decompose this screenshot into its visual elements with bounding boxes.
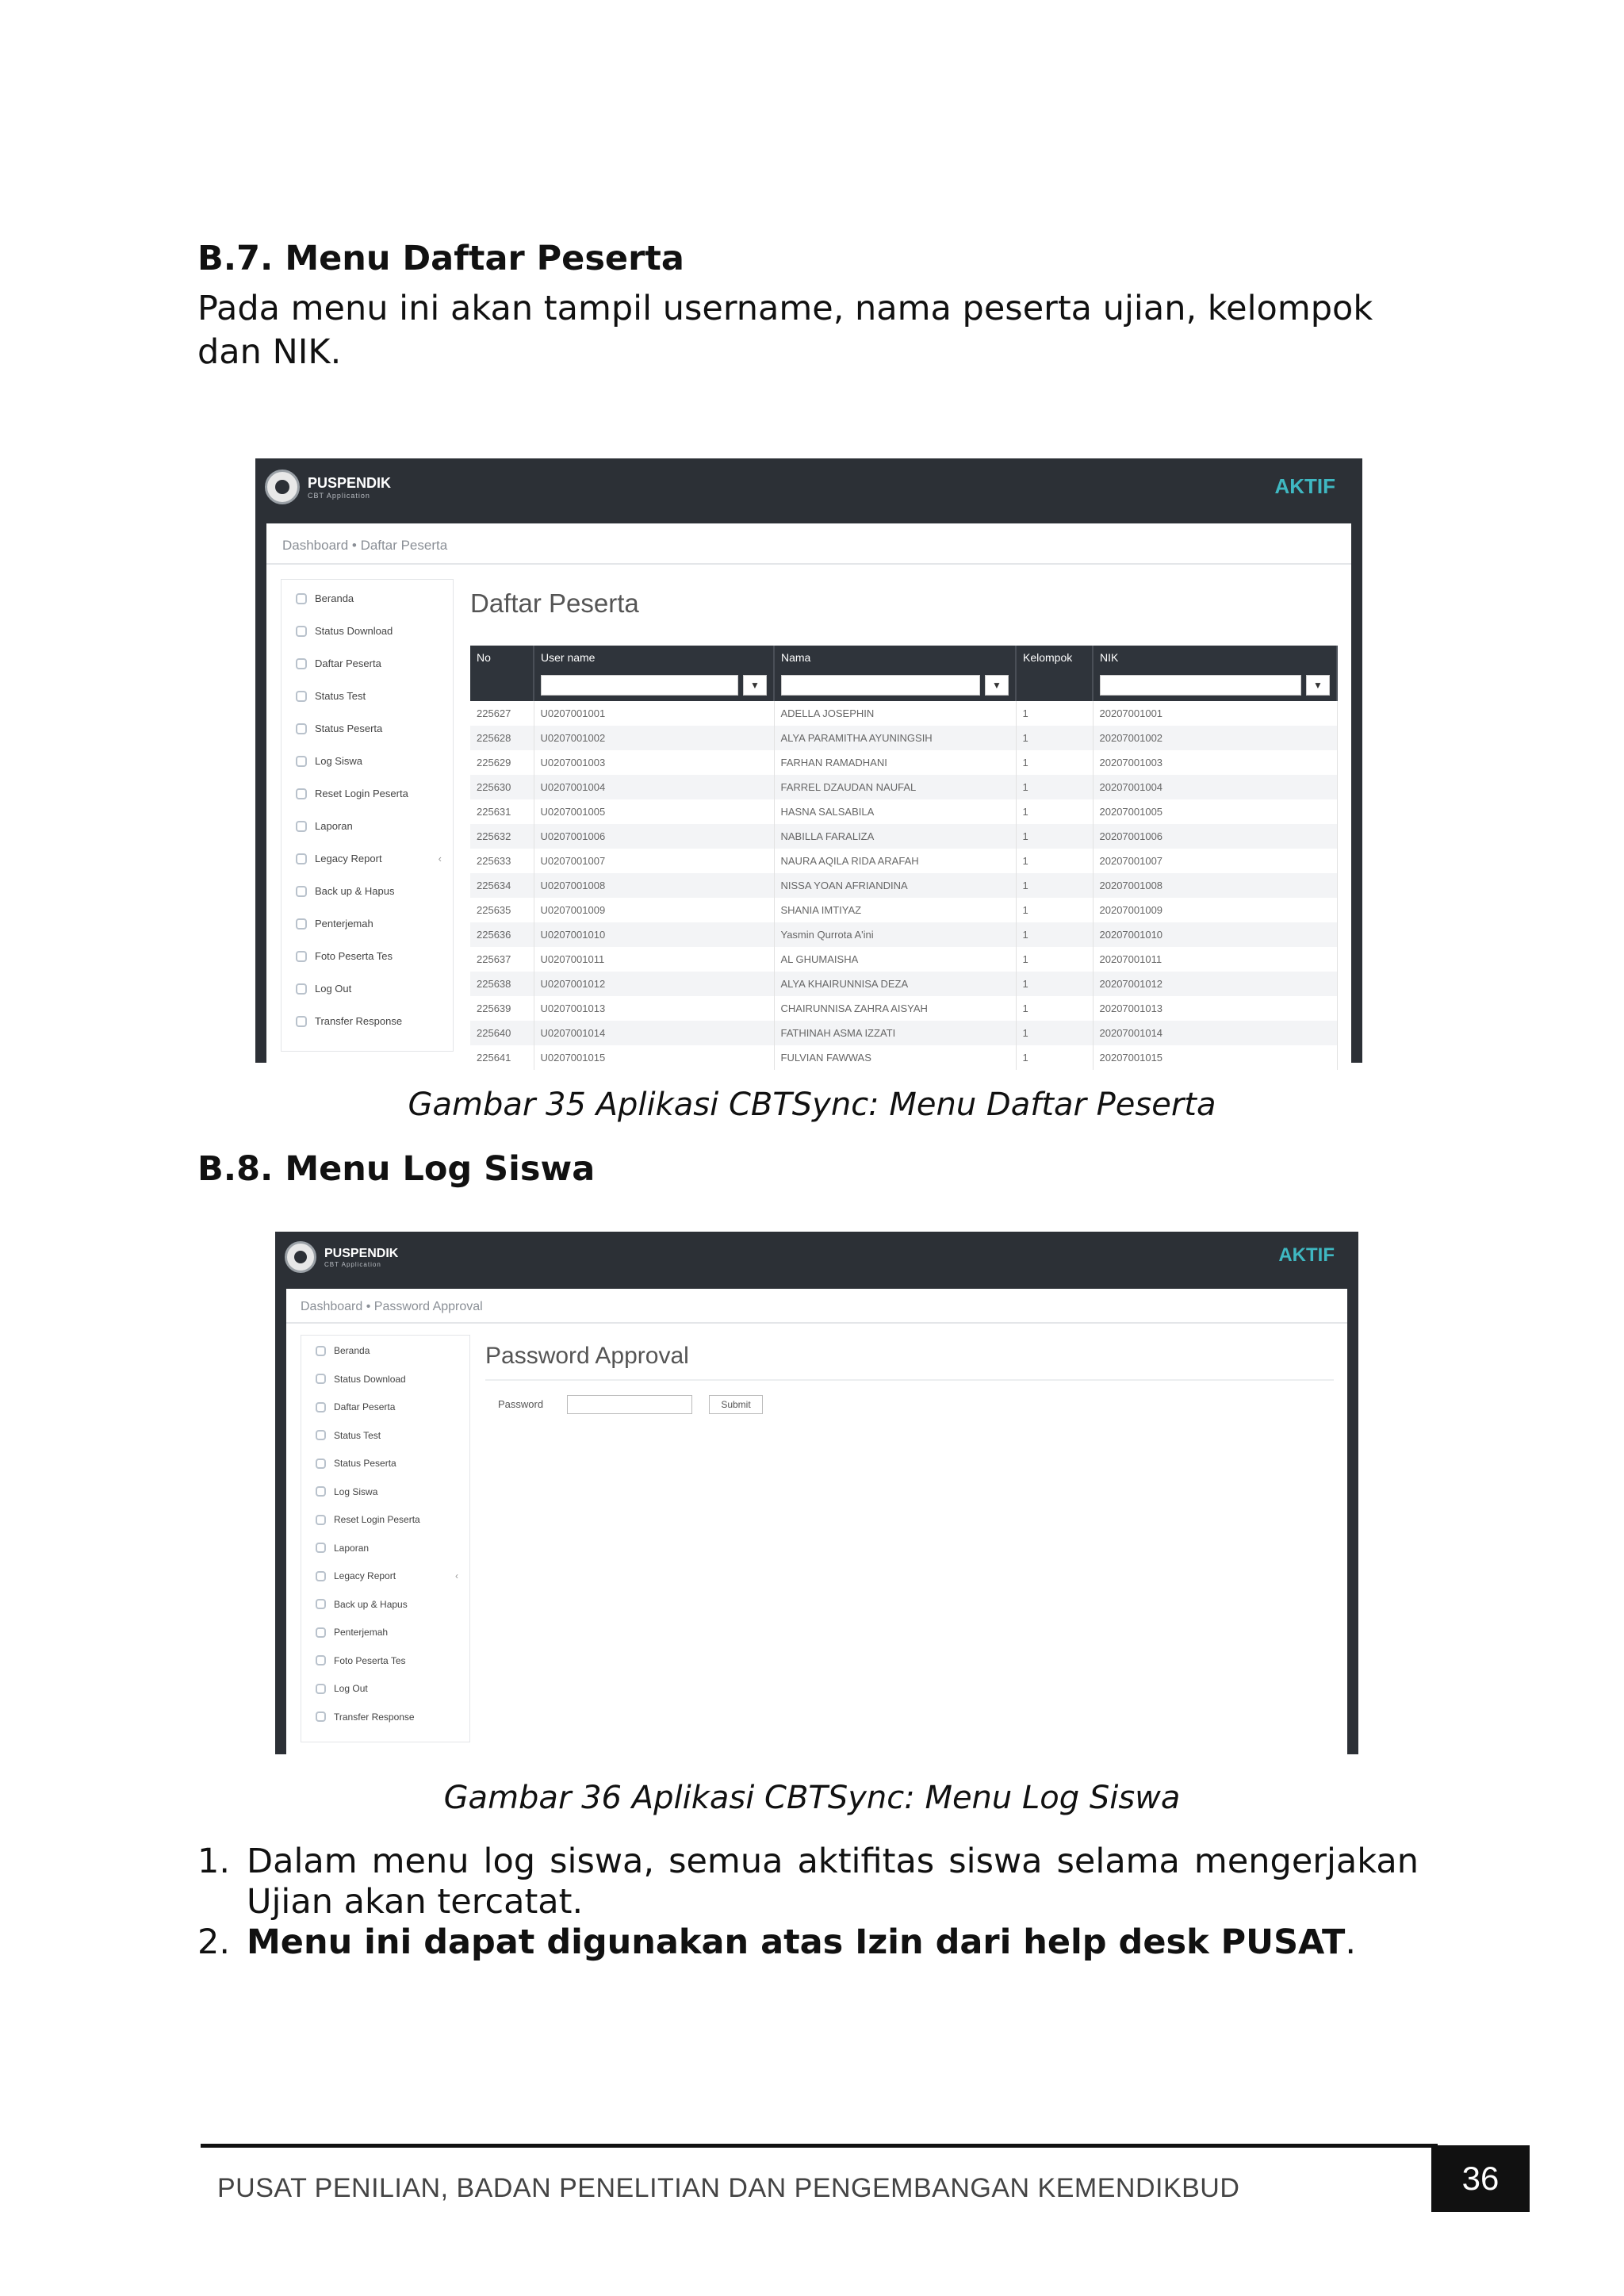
cell-no: 225627: [470, 701, 534, 726]
cell-no: 225630: [470, 775, 534, 799]
sidebar-item-label: Penterjemah: [334, 1627, 389, 1638]
chevron-left-icon: ‹: [455, 1570, 458, 1581]
table-row[interactable]: [470, 972, 1337, 996]
logo-title: PUSPENDIK: [308, 474, 392, 491]
cell-username: U0207001011: [534, 947, 774, 972]
sidebar-item-label: Transfer Response: [315, 1015, 403, 1027]
numbered-list: [197, 1842, 1419, 1963]
breadcrumb[interactable]: Dashboard • Password Approval: [301, 1300, 483, 1313]
sidebar-item-status-download[interactable]: [301, 1374, 469, 1385]
participant-table: [470, 646, 1338, 1070]
app-header: [275, 1232, 1358, 1289]
sidebar-item-back-up-hapus[interactable]: [301, 1599, 469, 1610]
table-row[interactable]: [470, 1045, 1337, 1070]
cell-username: U0207001001: [534, 701, 774, 726]
list-text-tail: .: [1345, 1922, 1356, 1962]
refresh-icon: [316, 1515, 326, 1525]
figure-caption-35: Gambar 35 Aplikasi CBTSync: Menu Daftar Peserta: [408, 1087, 1216, 1123]
cloud-icon: [296, 626, 307, 637]
sidebar-item-status-test[interactable]: [301, 1430, 469, 1441]
app-header: [255, 458, 1362, 523]
cell-no: 225640: [470, 1021, 534, 1045]
cell-nik: 20207001008: [1093, 873, 1337, 898]
cell-nik: 20207001007: [1093, 849, 1337, 873]
list-item: [197, 1922, 1419, 1963]
gear-icon: [296, 886, 307, 897]
sidebar-item-label: Log Siswa: [334, 1485, 378, 1497]
gear-icon: [316, 1599, 326, 1609]
chat-icon: [316, 1627, 326, 1638]
logo-title: PUSPENDIK: [324, 1246, 399, 1260]
cell-kelompok: 1: [1016, 726, 1093, 750]
sidebar-item-label: Status Test: [315, 690, 366, 702]
cell-nama: NAURA AQILA RIDA ARAFAH: [774, 849, 1016, 873]
cell-nama: FARREL DZAUDAN NAUFAL: [774, 775, 1016, 799]
sidebar-item-label: Status Download: [334, 1373, 406, 1385]
logo-subtitle: CBT Application: [324, 1260, 381, 1268]
cell-username: U0207001013: [534, 996, 774, 1021]
table-row[interactable]: [470, 898, 1337, 922]
table-row[interactable]: [470, 1021, 1337, 1045]
sidebar-item-label: Transfer Response: [334, 1711, 415, 1723]
cell-no: 225641: [470, 1045, 534, 1070]
sidebar-item-status-test[interactable]: [282, 690, 453, 702]
sidebar-item-beranda[interactable]: [282, 592, 453, 604]
cell-nama: NISSA YOAN AFRIANDINA: [774, 873, 1016, 898]
chart-icon: [316, 1543, 326, 1553]
section-title-b7: B.7. Menu Daftar Peserta: [197, 239, 684, 278]
filter-icon[interactable]: ▼: [1306, 675, 1330, 696]
cell-username: U0207001003: [534, 750, 774, 775]
cell-nik: 20207001002: [1093, 726, 1337, 750]
rss-icon: [296, 1016, 307, 1027]
gear-icon: [296, 951, 307, 962]
cell-nama: SHANIA IMTIYAZ: [774, 898, 1016, 922]
cell-no: 225639: [470, 996, 534, 1021]
table-row[interactable]: [470, 922, 1337, 947]
refresh-icon: [296, 788, 307, 799]
table-row[interactable]: [470, 726, 1337, 750]
cell-no: 225636: [470, 922, 534, 947]
sidebar-item-label: Foto Peserta Tes: [334, 1654, 406, 1666]
sidebar-item-daftar-peserta[interactable]: [301, 1401, 469, 1412]
sidebar-item-log-siswa[interactable]: [282, 755, 453, 767]
sidebar-item-status-peserta[interactable]: [301, 1458, 469, 1469]
col-header-nik[interactable]: NIK: [1093, 646, 1337, 669]
sidebar-item-penterjemah[interactable]: [282, 918, 453, 930]
list-text: [247, 1922, 1419, 1963]
filter-icon[interactable]: ▼: [743, 675, 767, 696]
sidebar-item-reset-login-peserta[interactable]: [282, 788, 453, 799]
cell-nama: ALYA KHAIRUNNISA DEZA: [774, 972, 1016, 996]
table-row[interactable]: [470, 824, 1337, 849]
sidebar-item-label: Status Peserta: [334, 1458, 396, 1469]
puspendik-logo: [285, 1241, 398, 1273]
sidebar-item-legacy-report[interactable]: [282, 853, 453, 864]
table-row[interactable]: [470, 799, 1337, 824]
sidebar-item-label: Legacy Report: [315, 853, 382, 864]
cell-no: 225629: [470, 750, 534, 775]
table-row[interactable]: [470, 775, 1337, 799]
chevron-left-icon: ‹: [438, 853, 442, 864]
table-row[interactable]: [470, 701, 1337, 726]
password-label: Password: [498, 1398, 544, 1410]
sidebar-item-legacy-report[interactable]: [301, 1570, 469, 1581]
page-number: 36: [1431, 2145, 1530, 2212]
footer-rule: [201, 2144, 1438, 2148]
table-row[interactable]: [470, 947, 1337, 972]
sidebar-item-transfer-response[interactable]: [301, 1711, 469, 1723]
table-row[interactable]: [470, 996, 1337, 1021]
cell-nik: 20207001012: [1093, 972, 1337, 996]
table-row[interactable]: [470, 849, 1337, 873]
list-text-bold: Menu ini dapat digunakan atas Izin dari help desk PUSAT: [247, 1922, 1346, 1962]
filter-icon[interactable]: ▼: [985, 675, 1009, 696]
book-icon: [316, 1486, 326, 1497]
cell-nik: 20207001014: [1093, 1021, 1337, 1045]
sidebar-item-status-download[interactable]: [282, 625, 453, 637]
cell-kelompok: 1: [1016, 972, 1093, 996]
sidebar-item-label: Legacy Report: [334, 1570, 396, 1581]
status-aktif: AKTIF: [1274, 474, 1335, 498]
cell-no: 225637: [470, 947, 534, 972]
cell-username: U0207001006: [534, 824, 774, 849]
section-title-b8: B.8. Menu Log Siswa: [197, 1149, 596, 1189]
sidebar-item-label: Back up & Hapus: [315, 885, 395, 897]
sidebar-item-log-out[interactable]: [301, 1683, 469, 1694]
breadcrumb[interactable]: Dashboard • Daftar Peserta: [282, 538, 448, 553]
sidebar: [301, 1335, 470, 1742]
cell-no: 225633: [470, 849, 534, 873]
cell-nik: 20207001005: [1093, 799, 1337, 824]
list-item: [197, 1842, 1419, 1922]
cell-kelompok: 1: [1016, 824, 1093, 849]
cell-nama: AL GHUMAISHA: [774, 947, 1016, 972]
figure-caption-36: Gambar 36 Aplikasi CBTSync: Menu Log Siswa: [443, 1780, 1181, 1816]
cell-username: U0207001010: [534, 922, 774, 947]
cell-nik: 20207001001: [1093, 701, 1337, 726]
edit-icon: [316, 1430, 326, 1440]
sidebar-item-label: Log Out: [334, 1683, 368, 1694]
sidebar-item-label: Beranda: [315, 592, 354, 604]
sidebar-item-log-siswa[interactable]: [301, 1486, 469, 1497]
edit-icon: [296, 853, 307, 864]
screenshot-password-approval: [275, 1232, 1358, 1754]
sidebar-item-label: Foto Peserta Tes: [315, 950, 393, 962]
book-icon: [296, 756, 307, 767]
sidebar-item-foto-peserta-tes[interactable]: [301, 1655, 469, 1666]
edit-icon: [316, 1571, 326, 1581]
cell-no: 225632: [470, 824, 534, 849]
sidebar-item-laporan[interactable]: [301, 1543, 469, 1554]
sidebar-item-foto-peserta-tes[interactable]: [282, 950, 453, 962]
cell-username: U0207001004: [534, 775, 774, 799]
rss-icon: [316, 1711, 326, 1722]
page-title: Daftar Peserta: [470, 588, 639, 618]
cell-nama: ALYA PARAMITHA AYUNINGSIH: [774, 726, 1016, 750]
cell-nama: HASNA SALSABILA: [774, 799, 1016, 824]
cell-no: 225638: [470, 972, 534, 996]
nik-filter-input[interactable]: [1100, 675, 1301, 696]
cell-username: U0207001007: [534, 849, 774, 873]
sidebar-item-label: Log Siswa: [315, 755, 362, 767]
table-row[interactable]: [470, 873, 1337, 898]
cell-username: U0207001014: [534, 1021, 774, 1045]
cloud-icon: [316, 1374, 326, 1384]
username-filter-input[interactable]: [541, 675, 738, 696]
table-row[interactable]: [470, 750, 1337, 775]
list-text: Dalam menu log siswa, semua aktifitas siswa selama mengerjakan Ujian akan tercatat.: [247, 1842, 1419, 1922]
sidebar-item-log-out[interactable]: [282, 983, 453, 995]
list-number: 2.: [197, 1922, 231, 1962]
sidebar-item-label: Laporan: [334, 1542, 370, 1554]
cell-username: U0207001009: [534, 898, 774, 922]
cell-kelompok: 1: [1016, 922, 1093, 947]
cell-kelompok: 1: [1016, 775, 1093, 799]
sidebar: [281, 579, 454, 1052]
cell-username: U0207001015: [534, 1045, 774, 1070]
cell-kelompok: 1: [1016, 799, 1093, 824]
nama-filter-input[interactable]: [781, 675, 980, 696]
cell-nama: ADELLA JOSEPHIN: [774, 701, 1016, 726]
page-title: Password Approval: [485, 1343, 689, 1369]
cell-nama: FARHAN RAMADHANI: [774, 750, 1016, 775]
submit-button[interactable]: Submit: [709, 1395, 763, 1414]
sidebar-item-daftar-peserta[interactable]: [282, 657, 453, 669]
gear-icon: [316, 1655, 326, 1665]
sidebar-item-beranda[interactable]: [301, 1345, 469, 1356]
col-header-username[interactable]: User name: [534, 646, 774, 669]
cell-username: U0207001008: [534, 873, 774, 898]
col-header-kelompok[interactable]: Kelompok: [1016, 646, 1093, 669]
cell-kelompok: 1: [1016, 1021, 1093, 1045]
home-icon: [316, 1346, 326, 1356]
footer-text: PUSAT PENILIAN, BADAN PENELITIAN DAN PENGEMBANGAN KEMENDIKBUD: [217, 2173, 1240, 2203]
cell-nama: Yasmin Qurrota A'ini: [774, 922, 1016, 947]
sidebar-item-label: Beranda: [334, 1345, 370, 1356]
sidebar-item-status-peserta[interactable]: [282, 723, 453, 734]
sidebar-item-label: Status Download: [315, 625, 393, 637]
cell-nik: 20207001009: [1093, 898, 1337, 922]
cell-nik: 20207001010: [1093, 922, 1337, 947]
cell-nama: CHAIRUNNISA ZAHRA AISYAH: [774, 996, 1016, 1021]
cell-kelompok: 1: [1016, 947, 1093, 972]
cell-kelompok: 1: [1016, 1045, 1093, 1070]
cell-nik: 20207001006: [1093, 824, 1337, 849]
cell-nik: 20207001003: [1093, 750, 1337, 775]
sidebar-item-label: Laporan: [315, 820, 353, 832]
section-b7-paragraph: Pada menu ini akan tampil username, nama peserta ujian, kelompok dan NIK.: [197, 289, 1373, 372]
cell-no: 225631: [470, 799, 534, 824]
cell-kelompok: 1: [1016, 849, 1093, 873]
sidebar-item-label: Status Test: [334, 1429, 381, 1441]
users-icon: [316, 1458, 326, 1469]
home-icon: [296, 593, 307, 604]
cell-no: 225635: [470, 898, 534, 922]
cell-kelompok: 1: [1016, 996, 1093, 1021]
sidebar-item-label: Log Out: [315, 983, 352, 995]
cell-nik: 20207001004: [1093, 775, 1337, 799]
cell-kelompok: 1: [1016, 898, 1093, 922]
cell-kelompok: 1: [1016, 701, 1093, 726]
status-aktif: AKTIF: [1278, 1244, 1335, 1266]
logout-icon: [316, 1684, 326, 1694]
cell-nama: NABILLA FARALIZA: [774, 824, 1016, 849]
sidebar-item-reset-login-peserta[interactable]: [301, 1514, 469, 1525]
sidebar-item-label: Reset Login Peserta: [315, 788, 408, 799]
cell-nama: FATHINAH ASMA IZZATI: [774, 1021, 1016, 1045]
cell-username: U0207001002: [534, 726, 774, 750]
col-header-nama[interactable]: Nama: [774, 646, 1016, 669]
list-number: 1.: [197, 1842, 231, 1881]
cell-no: 225634: [470, 873, 534, 898]
cell-username: U0207001005: [534, 799, 774, 824]
cell-username: U0207001012: [534, 972, 774, 996]
sidebar-item-back-up-hapus[interactable]: [282, 885, 453, 897]
cell-nik: 20207001015: [1093, 1045, 1337, 1070]
cell-nik: 20207001011: [1093, 947, 1337, 972]
sidebar-item-label: Daftar Peserta: [334, 1401, 396, 1412]
password-input[interactable]: [567, 1395, 692, 1414]
chat-icon: [296, 918, 307, 930]
logo-subtitle: CBT Application: [308, 491, 370, 500]
sidebar-item-label: Reset Login Peserta: [334, 1514, 420, 1525]
users-icon: [296, 723, 307, 734]
cell-nik: 20207001013: [1093, 996, 1337, 1021]
sidebar-item-label: Daftar Peserta: [315, 657, 381, 669]
sidebar-item-label: Back up & Hapus: [334, 1598, 408, 1610]
sidebar-item-transfer-response[interactable]: [282, 1015, 453, 1027]
edit-icon: [296, 691, 307, 702]
sidebar-item-label: Status Peserta: [315, 723, 383, 734]
sidebar-item-penterjemah[interactable]: [301, 1627, 469, 1638]
sidebar-item-label: Penterjemah: [315, 918, 373, 930]
col-header-no[interactable]: No: [470, 646, 534, 669]
cell-no: 225628: [470, 726, 534, 750]
cell-kelompok: 1: [1016, 750, 1093, 775]
sidebar-item-laporan[interactable]: [282, 820, 453, 832]
puspendik-logo: [265, 470, 391, 504]
cell-kelompok: 1: [1016, 873, 1093, 898]
book-icon: [296, 658, 307, 669]
chart-icon: [296, 821, 307, 832]
cell-nama: FULVIAN FAWWAS: [774, 1045, 1016, 1070]
logout-icon: [296, 983, 307, 995]
book-icon: [316, 1402, 326, 1412]
